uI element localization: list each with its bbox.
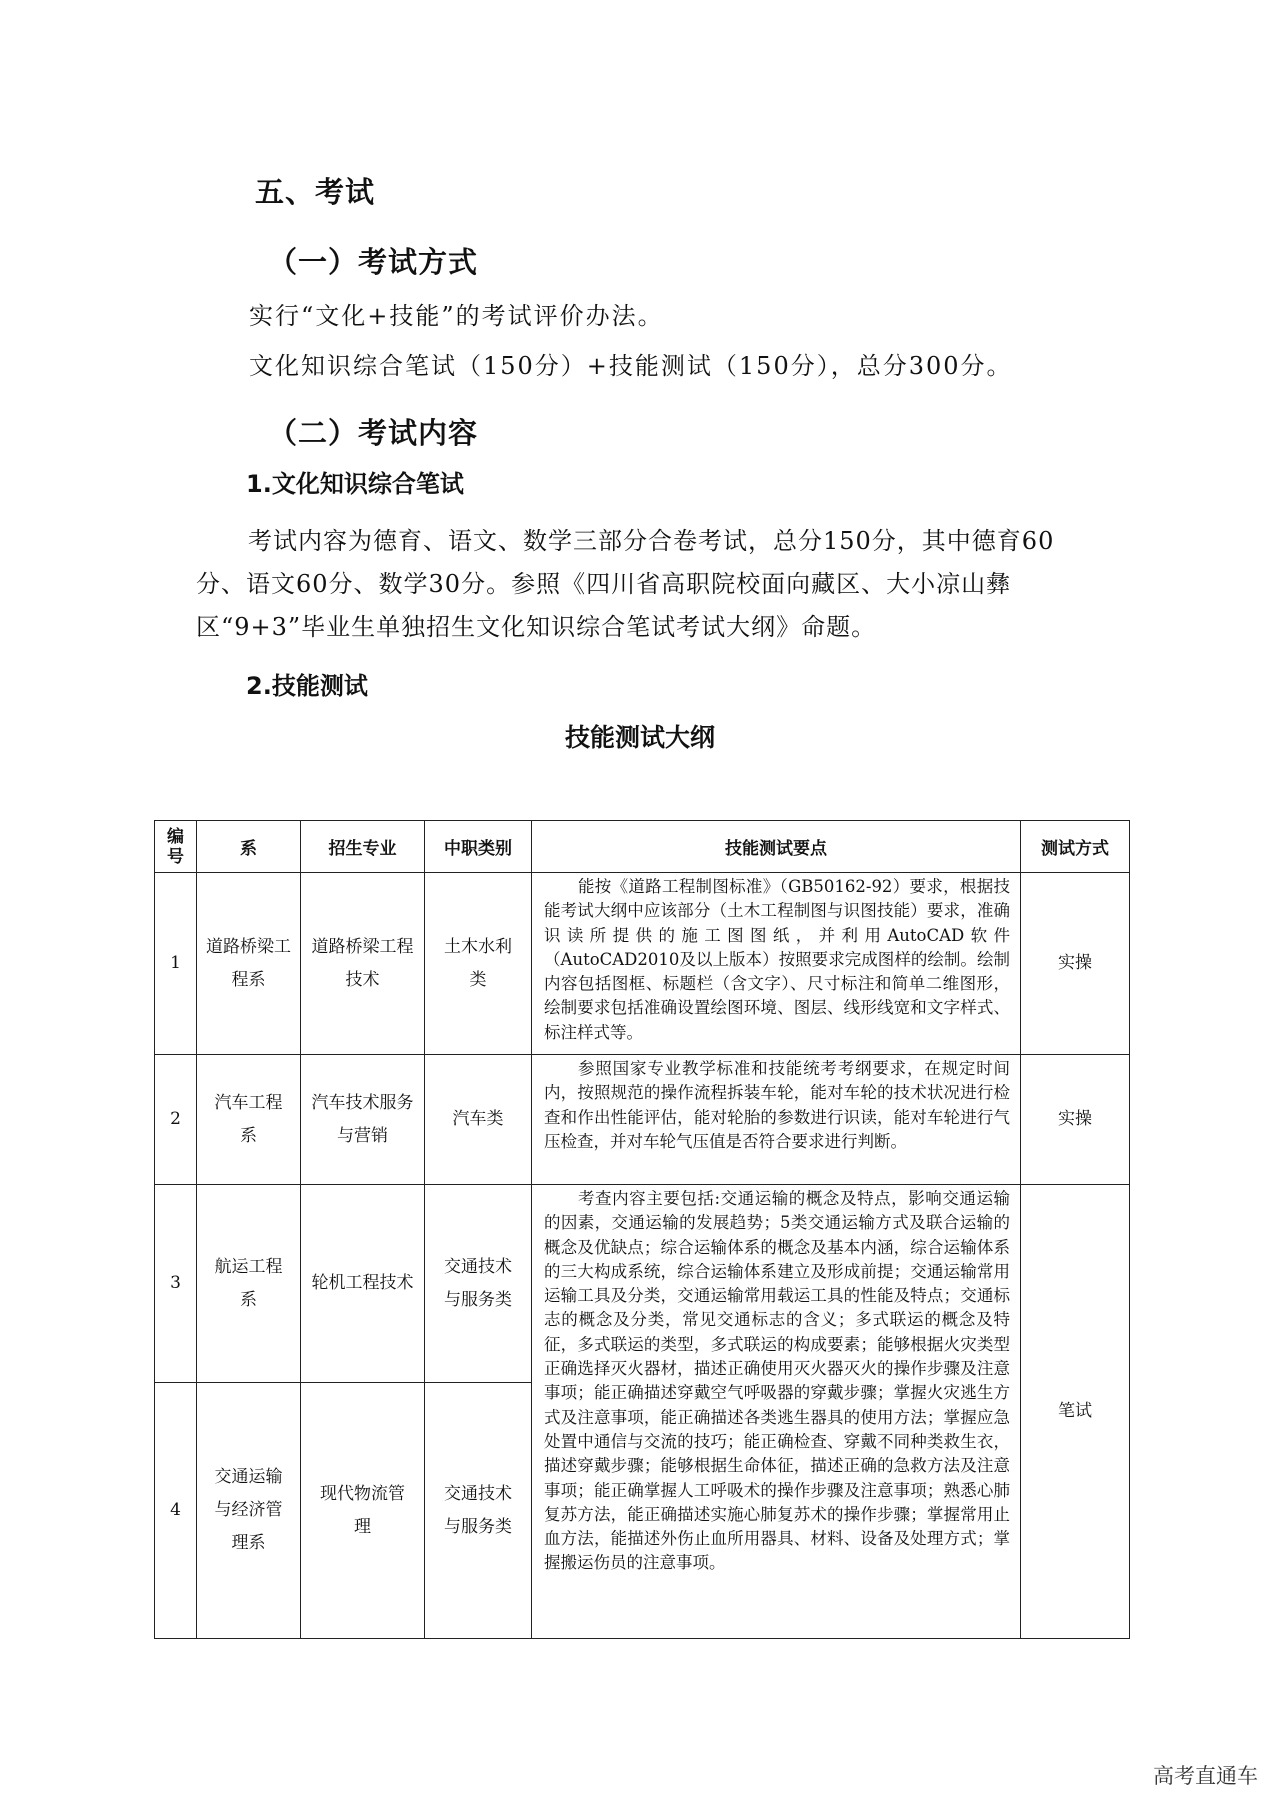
table-row bbox=[155, 1055, 1130, 1185]
row-department: 航运工程系 bbox=[197, 1185, 301, 1383]
shared-test-method: 笔试 bbox=[1021, 1185, 1130, 1639]
skill-test-outline-title: 技能测试大纲 bbox=[564, 723, 715, 752]
row-major: 道路桥梁工程技术 bbox=[301, 873, 425, 1055]
row-number: 2 bbox=[155, 1055, 197, 1185]
header-test-points: 技能测试要点 bbox=[532, 821, 1021, 873]
row-test-points: 参照国家专业教学标准和技能统考考纲要求，在规定时间内，按照规范的操作流程拆装车轮，能对车轮的技术状况进行检查和作出性能评估，能对轮胎的参数进行识读，能对车轮进行气压检查，并对车轮气压值是否符合要求进行判断。 bbox=[532, 1055, 1021, 1185]
row-test-method: 实操 bbox=[1021, 1055, 1130, 1185]
row-test-points: 能按《道路工程制图标准》（GB50162-92）要求，根据技能考试大纲中应该部分（土木工程制图与识图技能）要求，准确识读所提供的施工图图纸，并利用AutoCAD软件（AutoCAD2010及以上版本）按照要求完成图样的绘制。绘制内容包括图框、标题栏（含文字）、尺寸标注和简单二维图形，绘制要求包括准确设置绘图环境、图层、线形线宽和文字样式、标注样式等。 bbox=[532, 873, 1021, 1055]
header-test-method: 测试方式 bbox=[1021, 821, 1130, 873]
row-test-method: 实操 bbox=[1021, 873, 1130, 1055]
culture-exam-paragraph: 考试内容为德育、语文、数学三部分合卷考试，总分150分，其中德育60分、语文60分、数学30分。参照《四川省高职院校面向藏区、大小凉山彝区“9+3”毕业生单独招生文化知识综合笔试考试大纲》命题。 bbox=[196, 527, 1055, 641]
row-category: 土木水利类 bbox=[425, 873, 532, 1055]
row-category: 汽车类 bbox=[425, 1055, 532, 1185]
skill-test-table bbox=[154, 820, 1130, 1639]
skill-test-title: 2.技能测试 bbox=[246, 672, 368, 700]
header-category: 中职类别 bbox=[425, 821, 532, 873]
watermark: 高考直通车 bbox=[1153, 1764, 1258, 1788]
header-major: 招生专业 bbox=[301, 821, 425, 873]
row-department: 汽车工程系 bbox=[197, 1055, 301, 1185]
table-row bbox=[155, 1185, 1130, 1383]
subsection-exam-content-title: （二）考试内容 bbox=[268, 416, 479, 450]
row-category: 交通技术与服务类 bbox=[425, 1383, 532, 1639]
subsection-exam-method-title: （一）考试方式 bbox=[268, 245, 479, 279]
row-department: 道路桥梁工程系 bbox=[197, 873, 301, 1055]
shared-test-points: 考查内容主要包括:交通运输的概念及特点，影响交通运输的因素，交通运输的发展趋势；5类交通运输方式及联合运输的概念及优缺点；综合运输体系的概念及基本内涵，综合运输体系的三大构成系统，综合运输体系建立及形成前提；交通运输常用运输工具及分类，交通运输常用载运工具的性能及特点；交通标志的概念及分类，常见交通标志的含义；多式联运的概念及特征，多式联运的类型，多式联运的构成要素；能够根据火灾类型正确选择灭火器材，描述正确使用灭火器灭火的操作步骤及注意事项；能正确描述穿戴空气呼吸器的穿戴步骤；掌握火灾逃生方式及注意事项，能正确描述各类逃生器具的使用方法；掌握应急处置中通信与交流的技巧；能正确检查、穿戴不同种类救生衣，描述穿戴步骤；能够根据生命体征，描述正确的急救方法及注意事项；能正确掌握人工呼吸术的操作步骤及注意事项；熟悉心肺复苏方法，能正确描述实施心肺复苏术的操作步骤；掌握常用止血方法，能描述外伤止血所用器具、材料、设备及处理方式；掌握搬运伤员的注意事项。 bbox=[532, 1185, 1021, 1639]
row-major: 汽车技术服务与营销 bbox=[301, 1055, 425, 1185]
row-number: 1 bbox=[155, 873, 197, 1055]
row-major: 轮机工程技术 bbox=[301, 1185, 425, 1383]
exam-method-paragraph-2: 文化知识综合笔试（150分）+技能测试（150分），总分300分。 bbox=[249, 352, 1013, 380]
header-number: 编号 bbox=[155, 821, 197, 873]
header-department: 系 bbox=[197, 821, 301, 873]
row-department: 交通运输与经济管理系 bbox=[197, 1383, 301, 1639]
row-major: 现代物流管理 bbox=[301, 1383, 425, 1639]
row-number: 4 bbox=[155, 1383, 197, 1639]
table-header-row bbox=[155, 821, 1130, 873]
exam-method-paragraph-1: 实行“文化+技能”的考试评价办法。 bbox=[249, 302, 664, 330]
culture-exam-title: 1.文化知识综合笔试 bbox=[246, 470, 464, 498]
section-title: 五、考试 bbox=[255, 175, 376, 209]
table-row bbox=[155, 873, 1130, 1055]
row-category: 交通技术与服务类 bbox=[425, 1185, 532, 1383]
row-number: 3 bbox=[155, 1185, 197, 1383]
